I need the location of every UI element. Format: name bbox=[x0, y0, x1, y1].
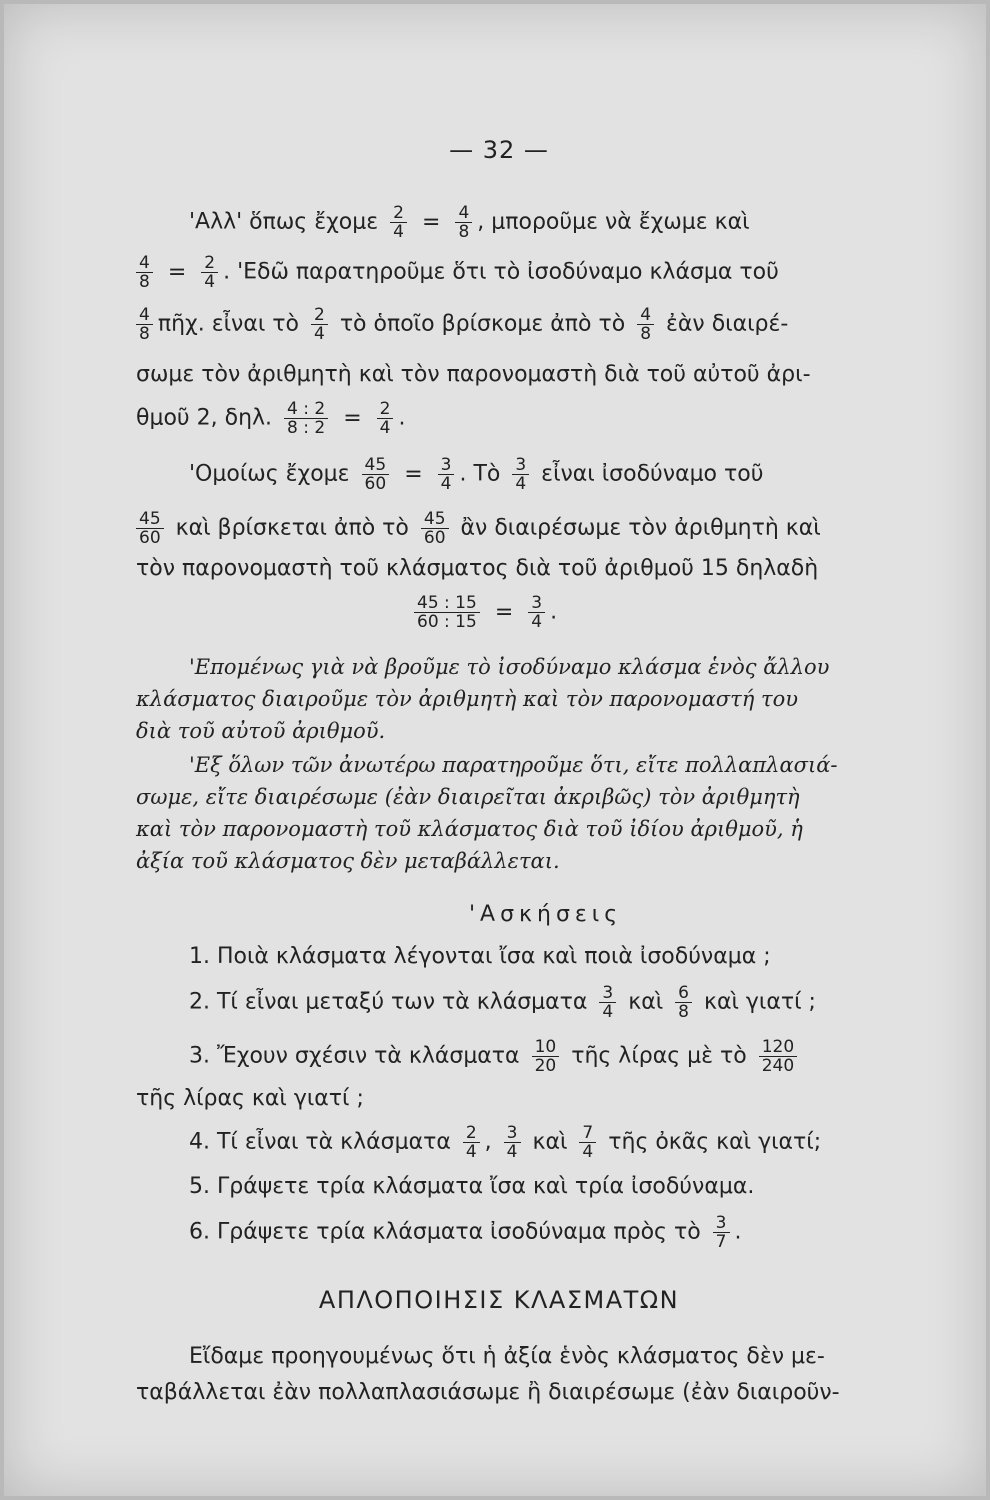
text: 2. Τί εἶναι μεταξύ των τὰ κλάσματα bbox=[189, 989, 588, 1015]
text: , μποροῦμε νὰ ἔχωμε καὶ bbox=[477, 209, 750, 235]
text: , bbox=[484, 1129, 492, 1155]
p1-line-5: θμοῦ 2, δηλ. $\frac{4 : 2}{8 : 2}$ = $\frac{2}{4}$ . bbox=[136, 399, 406, 438]
fraction: $\frac{120}{240}$ bbox=[759, 1038, 797, 1075]
fraction: $\frac{45}{60}$ bbox=[362, 456, 390, 493]
text: . bbox=[398, 405, 406, 431]
text: 6. Γράψετε τρία κλάσματα ἰσοδύναμα πρὸς τὸ bbox=[189, 1219, 701, 1245]
fraction: $\frac{4}{8}$ bbox=[637, 306, 654, 343]
text: 'Ομοίως ἔχομε bbox=[189, 461, 350, 487]
exercise-1: 1. Ποιὰ κλάσματα λέγονται ἴσα καὶ ποιὰ ἰσοδύναμα ; bbox=[189, 944, 771, 969]
fraction: $\frac{2}{4}$ bbox=[463, 1124, 480, 1161]
section-heading: ΑΠΛΟΠΟΙΗΣΙΣ ΚΛΑΣΜΑΤΩΝ bbox=[318, 1286, 680, 1314]
text: ἐὰν διαιρέ- bbox=[666, 311, 789, 337]
text: ἂν διαιρέσωμε τὸν ἀριθμητὴ καὶ bbox=[460, 515, 821, 541]
text: 3. Ἔχουν σχέσιν τὰ κλάσματα bbox=[189, 1043, 520, 1069]
exercise-3-line-2: τῆς λίρας καὶ γιατί ; bbox=[136, 1086, 364, 1111]
exercise-4 bbox=[189, 1124, 821, 1161]
text: τῆς λίρας μὲ τὸ bbox=[571, 1043, 747, 1069]
fraction: $\frac{2}{4}$ bbox=[377, 400, 394, 437]
fraction: $\frac{3}{4}$ bbox=[528, 594, 545, 631]
p2-line-1: 'Ομοίως ἔχομε $\frac{45}{60}$ = $\frac{3}{4}$ . Τὸ $\frac{3}{4}$ εἶναι ἰσοδύναμο τοῦ bbox=[189, 455, 764, 494]
rule2-line-4: ἀξία τοῦ κλάσματος δὲν μεταβάλλεται. bbox=[136, 849, 560, 873]
fraction: $\frac{6}{8}$ bbox=[675, 984, 692, 1021]
fraction: $\frac{45 : 15}{60 : 15}$ bbox=[414, 594, 480, 631]
p1-line-3 bbox=[136, 306, 788, 343]
last-line-2: ταβάλλεται ἐὰν πολλαπλασιάσωμε ἢ διαιρέσωμε (ἐὰν διαιροῦν- bbox=[136, 1380, 840, 1405]
text: εἶναι ἰσοδύναμο τοῦ bbox=[541, 461, 764, 487]
p1-line-1: 'Αλλ' ὅπως ἔχομε $\frac{2}{4}$ = $\frac{4}{8}$ , μποροῦμε νὰ ἔχωμε καὶ bbox=[189, 203, 750, 242]
rule2-line-2: σωμε, εἴτε διαιρέσωμε (ἐὰν διαιρεῖται ἀκριβῶς) τὸν ἀριθμητὴ bbox=[136, 785, 800, 809]
text: τὸ ὁποῖο βρίσκομε ἀπὸ τὸ bbox=[339, 311, 626, 337]
fraction: $\frac{4}{8}$ bbox=[136, 306, 153, 343]
fraction: $\frac{2}{4}$ bbox=[201, 254, 218, 291]
text: . 'Εδῶ παρατηροῦμε ὅτι τὸ ἰσοδύναμο κλάσμα τοῦ bbox=[223, 259, 779, 285]
exercise-6 bbox=[189, 1214, 742, 1251]
p2-line-3: τὸν παρονομαστὴ τοῦ κλάσματος διὰ τοῦ ἀριθμοῦ 15 δηλαδὴ bbox=[136, 556, 819, 581]
p1-line-4: σωμε τὸν ἀριθμητὴ καὶ τὸν παρονομαστὴ διὰ τοῦ αὐτοῦ ἀρι- bbox=[136, 362, 811, 387]
rule1-line-2: κλάσματος διαιροῦμε τὸν ἀριθμητὴ καὶ τὸν παρονομαστή του bbox=[136, 687, 798, 711]
fraction: $\frac{2}{4}$ bbox=[311, 306, 328, 343]
p1-line-2: $\frac{4}{8}$ = $\frac{2}{4}$ . 'Εδῶ παρατηροῦμε ὅτι τὸ ἰσοδύναμο κλάσμα τοῦ bbox=[136, 254, 779, 291]
fraction: $\frac{2}{4}$ bbox=[390, 204, 407, 241]
exercise-3 bbox=[189, 1038, 802, 1075]
exercises-title: 'Ασκήσεις bbox=[469, 902, 623, 927]
fraction: $\frac{3}{4}$ bbox=[512, 456, 529, 493]
fraction: $\frac{4 : 2}{8 : 2}$ bbox=[284, 400, 328, 437]
fraction: $\frac{10}{20}$ bbox=[532, 1038, 560, 1075]
exercise-5: 5. Γράψετε τρία κλάσματα ἴσα καὶ τρία ἰσοδύναμα. bbox=[189, 1174, 755, 1199]
text: 4. Τί εἶναι τὰ κλάσματα bbox=[189, 1129, 451, 1155]
rule2-line-3: καὶ τὸν παρονομαστὴ τοῦ κλάσματος διὰ τοῦ ἰδίου ἀριθμοῦ, ἡ bbox=[136, 817, 803, 841]
rule1-line-1: 'Επομένως γιὰ νὰ βροῦμε τὸ ἰσοδύναμο κλάσμα ἑνὸς ἄλλου bbox=[189, 655, 830, 679]
page-number: — 32 — bbox=[449, 136, 549, 164]
text: 'Αλλ' ὅπως ἔχομε bbox=[189, 209, 379, 235]
text: καὶ γιατί ; bbox=[704, 989, 816, 1015]
fraction: $\frac{7}{4}$ bbox=[579, 1124, 596, 1161]
book-page bbox=[4, 4, 986, 1496]
p2-line-2 bbox=[136, 510, 821, 547]
last-line-1: Εἴδαμε προηγουμένως ὅτι ἡ ἀξία ἑνὸς κλάσματος δὲν με- bbox=[189, 1344, 825, 1369]
text: . bbox=[734, 1219, 742, 1245]
text: . bbox=[550, 599, 558, 625]
fraction: $\frac{45}{60}$ bbox=[421, 510, 449, 547]
rule1-line-3: διὰ τοῦ αὐτοῦ ἀριθμοῦ. bbox=[136, 719, 386, 743]
exercise-2 bbox=[189, 984, 816, 1021]
rule2-line-1: 'Εξ ὅλων τῶν ἀνωτέρω παρατηροῦμε ὅτι, εἴτε πολλαπλασιά- bbox=[189, 753, 838, 777]
text: πῆχ. εἶναι τὸ bbox=[157, 311, 299, 337]
fraction: $\frac{4}{8}$ bbox=[136, 254, 153, 291]
text: καὶ bbox=[532, 1129, 568, 1155]
text: τῆς ὀκᾶς καὶ γιατί; bbox=[608, 1129, 822, 1155]
fraction: $\frac{3}{7}$ bbox=[713, 1214, 730, 1251]
fraction: $\frac{3}{4}$ bbox=[504, 1124, 521, 1161]
text: θμοῦ 2, δηλ. bbox=[136, 405, 273, 431]
p2-line-4: $\frac{45 : 15}{60 : 15}$ = $\frac{3}{4}$ . bbox=[409, 594, 557, 631]
fraction: $\frac{3}{4}$ bbox=[599, 984, 616, 1021]
text: καὶ bbox=[628, 989, 664, 1015]
text: . Τὸ bbox=[459, 461, 501, 487]
fraction: $\frac{45}{60}$ bbox=[136, 510, 164, 547]
text: καὶ βρίσκεται ἀπὸ τὸ bbox=[175, 515, 409, 541]
fraction: $\frac{3}{4}$ bbox=[438, 456, 455, 493]
fraction: $\frac{4}{8}$ bbox=[455, 204, 472, 241]
